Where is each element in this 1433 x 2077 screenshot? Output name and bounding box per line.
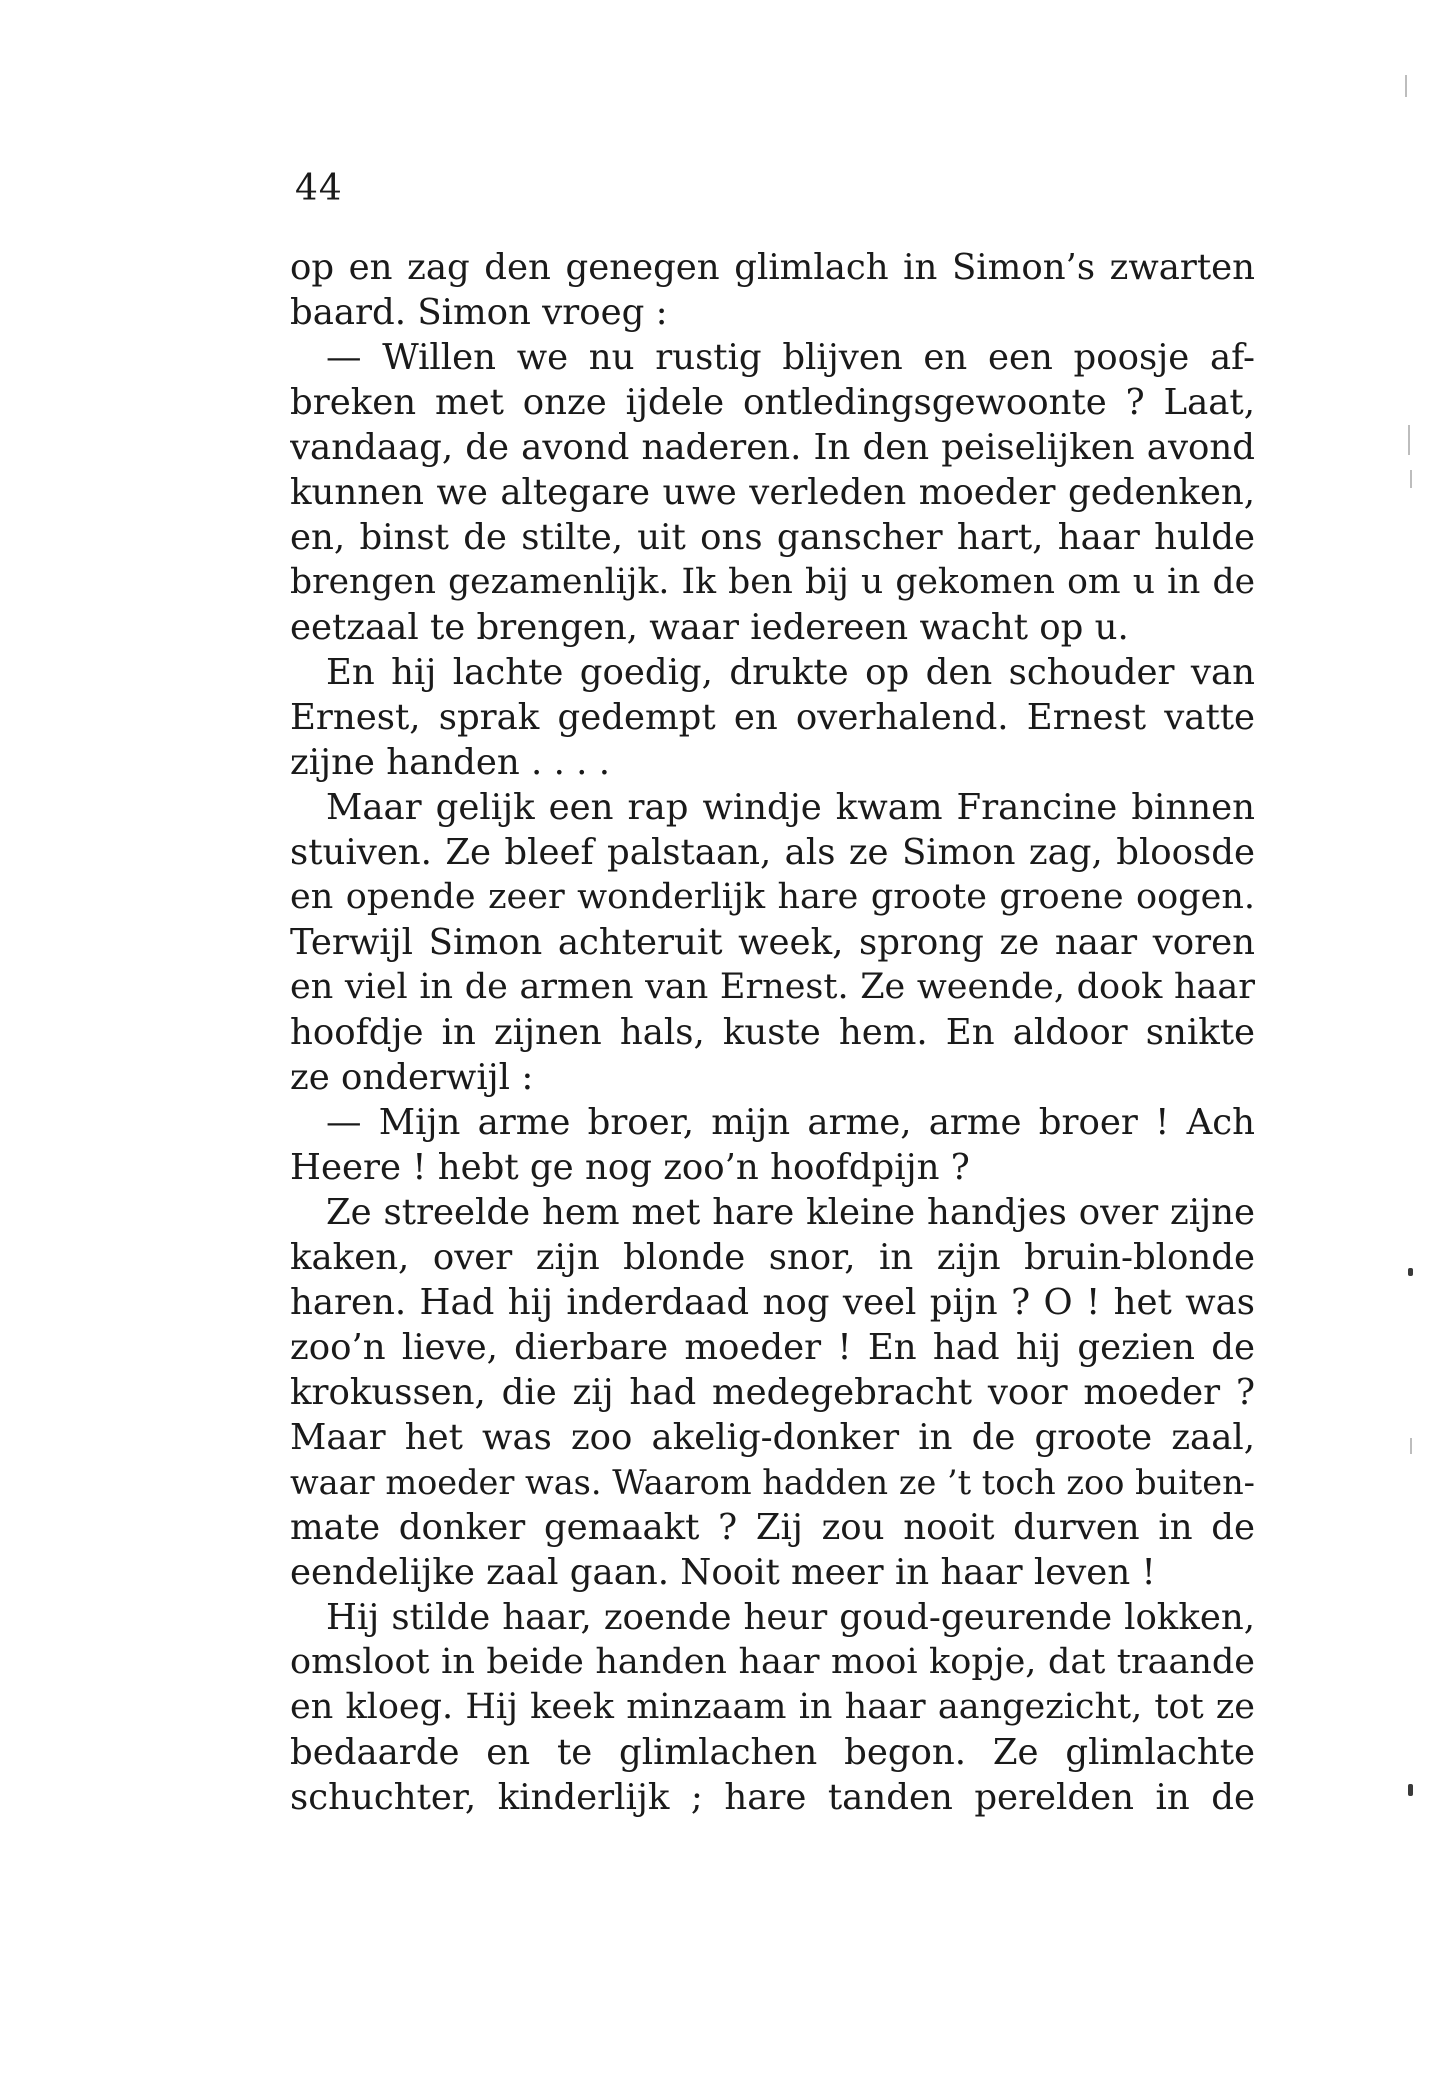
text-line: Hij stilde haar, zoende heur goud-geurende lokken,: [326, 1597, 1255, 1638]
text-line: breken met onze ijdele ontledingsgewoonte ? Laat,: [290, 382, 1255, 423]
scan-margin-mark: [1410, 1438, 1412, 1454]
text-line: en viel in de armen van Ernest. Ze weende, dook haar: [290, 967, 1255, 1007]
text-line: Maar het was zoo akelig-donker in de groote zaal,: [290, 1417, 1255, 1458]
text-line: schuchter, kinderlijk ; hare tanden perelden in de: [290, 1777, 1255, 1818]
text-line: en, binst de stilte, uit ons ganscher hart, haar hulde: [290, 517, 1255, 558]
text-line: ze onderwijl :: [290, 1057, 534, 1098]
body-text: [290, 245, 1255, 1820]
text-line: mate donker gemaakt ? Zij zou nooit durven in de: [290, 1507, 1255, 1548]
text-line: baard. Simon vroeg :: [290, 292, 668, 333]
text-line: stuiven. Ze bleef palstaan, als ze Simon zag, bloosde: [290, 832, 1255, 873]
text-line: omsloot in beide handen haar mooi kopje, dat traande: [290, 1642, 1255, 1682]
text-line: Terwijl Simon achteruit week, sprong ze naar voren: [290, 922, 1255, 963]
text-line: zijne handen . . . .: [290, 742, 610, 783]
text-line: — Mijn arme broer, mijn arme, arme broer ! Ach: [326, 1102, 1255, 1143]
text-line: krokussen, die zij had medegebracht voor moeder ?: [290, 1372, 1255, 1413]
text-line: brengen gezamenlijk. Ik ben bij u gekomen om u in de: [290, 562, 1255, 602]
text-line: kunnen we altegare uwe verleden moeder gedenken,: [290, 472, 1255, 513]
text-line: — Willen we nu rustig blijven en een poosje af-: [326, 337, 1255, 378]
text-line: Maar gelijk een rap windje kwam Francine binnen: [326, 787, 1255, 828]
text-line: en kloeg. Hij keek minzaam in haar aangezicht, tot ze: [290, 1687, 1255, 1727]
page-number: 44: [295, 168, 343, 209]
text-line: eendelijke zaal gaan. Nooit meer in haar leven !: [290, 1552, 1156, 1593]
scan-margin-mark: [1410, 470, 1412, 488]
scan-margin-mark: [1405, 75, 1407, 97]
scan-margin-mark: [1408, 1268, 1413, 1276]
text-line: Ernest, sprak gedempt en overhalend. Ernest vatte: [290, 697, 1255, 738]
text-line: kaken, over zijn blonde snor, in zijn bruin-blonde: [290, 1237, 1255, 1278]
text-line: vandaag, de avond naderen. In den peiselijken avond: [290, 427, 1255, 468]
scan-margin-mark: [1408, 1784, 1413, 1796]
scan-margin-mark: [1408, 425, 1410, 455]
text-line: zoo’n lieve, dierbare moeder ! En had hij gezien de: [290, 1327, 1255, 1368]
text-line: en opende zeer wonderlijk hare groote groene oogen.: [290, 877, 1255, 917]
text-line: haren. Had hij inderdaad nog veel pijn ? O ! het was: [290, 1282, 1255, 1323]
text-line: eetzaal te brengen, waar iedereen wacht op u.: [290, 607, 1129, 648]
text-line: Heere ! hebt ge nog zoo’n hoofdpijn ?: [290, 1147, 970, 1188]
text-line: En hij lachte goedig, drukte op den schouder van: [326, 652, 1255, 693]
text-line: hoofdje in zijnen hals, kuste hem. En aldoor snikte: [290, 1012, 1255, 1053]
text-line: Ze streelde hem met hare kleine handjes over zijne: [326, 1192, 1255, 1233]
text-line: bedaarde en te glimlachen begon. Ze glimlachte: [290, 1732, 1255, 1773]
text-line: op en zag den genegen glimlach in Simon’s zwarten: [290, 247, 1255, 288]
text-line: waar moeder was. Waarom hadden ze ’t toch zoo buiten-: [290, 1463, 1255, 1502]
